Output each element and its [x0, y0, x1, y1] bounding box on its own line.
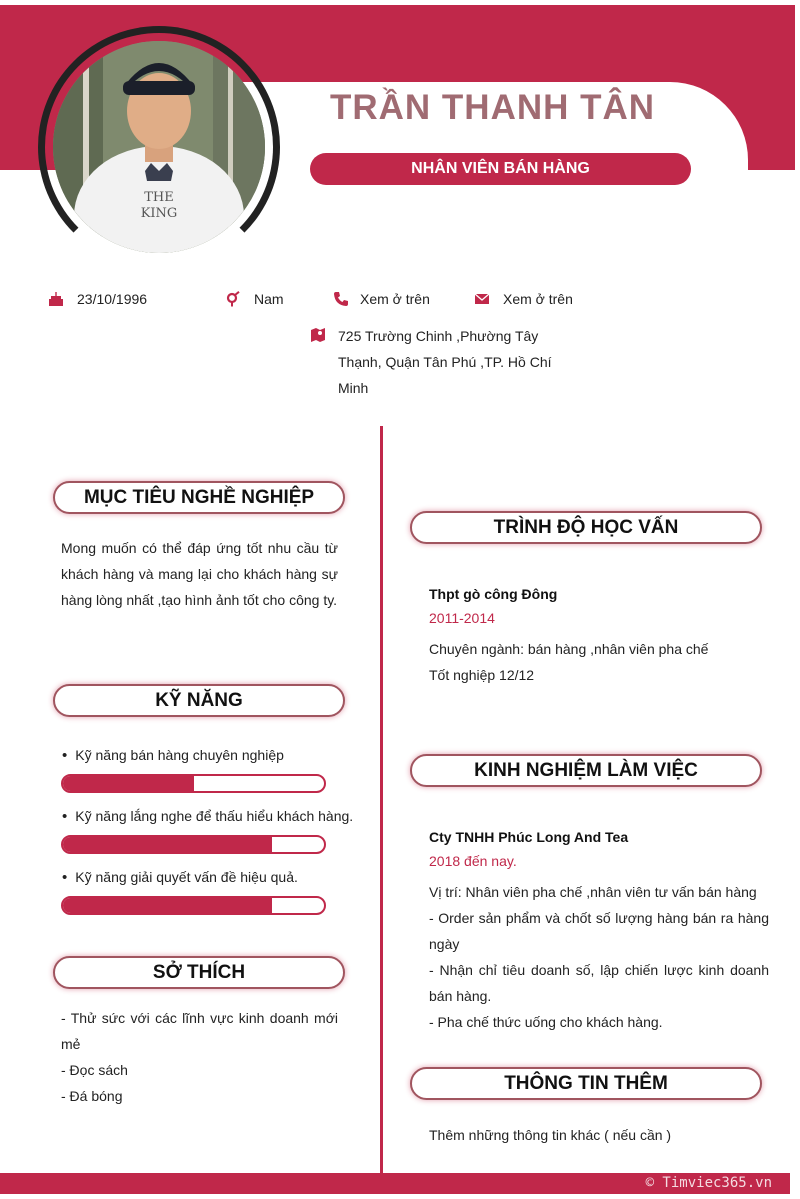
hobby-item: - Thử sức với các lĩnh vực kinh doanh mới mẻ — [61, 1010, 338, 1052]
company-name: Cty TNHH Phúc Long And Tea — [429, 829, 629, 845]
education-major: Chuyên ngành: bán hàng ,nhân viên pha chế — [429, 641, 709, 657]
phone-row — [333, 291, 430, 307]
birthday-row — [48, 291, 147, 307]
objective-text: Mong muốn có thể đáp ứng tốt nhu cầu từ khách hàng và mang lại cho khách hàng sự hàng lòng nhất ,tạo hình ảnh tốt cho công ty. — [61, 540, 338, 608]
experience-heading: KINH NGHIỆM LÀM VIỆC — [410, 754, 762, 787]
education-heading: TRÌNH ĐỘ HỌC VẤN — [410, 511, 762, 544]
skill-bar — [61, 896, 326, 915]
skill-bar — [61, 774, 326, 793]
objective-heading: MỤC TIÊU NGHỀ NGHIỆP — [53, 481, 345, 514]
skill-label: • Kỹ năng giải quyết vấn đề hiệu quả. — [62, 869, 298, 886]
phone-icon — [333, 291, 349, 307]
gender-text: Nam — [254, 291, 284, 307]
experience-line: - Pha chế thức uống cho khách hàng. — [429, 1014, 663, 1030]
gender-row — [225, 291, 284, 307]
skill-fill — [63, 898, 272, 913]
envelope-icon — [474, 291, 490, 307]
candidate-name: TRẦN THANH TÂN — [330, 88, 656, 127]
experience-line: - Nhận chỉ tiêu doanh số, lập chiến lược kinh doanh bán hàng. — [429, 962, 769, 1004]
column-divider — [380, 426, 383, 1176]
skill-fill — [63, 776, 194, 791]
experience-period: 2018 đến nay. — [429, 853, 517, 869]
hobby-item: - Đọc sách — [61, 1062, 128, 1078]
svg-text:THE: THE — [144, 190, 174, 205]
skills-heading: KỸ NĂNG — [53, 684, 345, 717]
hobbies-heading: SỞ THÍCH — [53, 956, 345, 989]
email-text: Xem ở trên — [503, 291, 573, 307]
skill-label: • Kỹ năng bán hàng chuyên nghiệp — [62, 747, 284, 764]
school-name: Thpt gò công Đông — [429, 586, 558, 602]
address-text: 725 Trường Chinh ,Phường Tây Thạnh, Quận Tân Phú ,TP. Hồ Chí Minh — [338, 328, 552, 396]
phone-text: Xem ở trên — [360, 291, 430, 307]
job-title-badge: NHÂN VIÊN BÁN HÀNG — [310, 153, 691, 185]
avatar — [53, 41, 265, 253]
experience-line: Vị trí: Nhân viên pha chế ,nhân viên tư vấn bán hàng — [429, 884, 757, 900]
extra-heading: THÔNG TIN THÊM — [410, 1067, 762, 1100]
svg-text:KING: KING — [140, 206, 178, 221]
skill-label: • Kỹ năng lắng nghe để thấu hiểu khách hàng. — [62, 808, 353, 825]
education-graduation: Tốt nghiệp 12/12 — [429, 667, 535, 683]
skill-fill — [63, 837, 272, 852]
school-period: 2011-2014 — [429, 610, 495, 626]
extra-text: Thêm những thông tin khác ( nếu cần ) — [429, 1127, 672, 1143]
map-pin-icon — [310, 327, 326, 343]
email-row — [474, 291, 573, 307]
hobby-item: - Đá bóng — [61, 1088, 123, 1104]
watermark-text: © Timviec365.vn — [645, 1175, 772, 1191]
experience-line: - Order sản phẩm và chốt số lượng hàng bán ra hàng ngày — [429, 910, 769, 952]
gender-icon — [225, 291, 241, 307]
skill-bar — [61, 835, 326, 854]
cake-icon — [48, 291, 64, 307]
birthday-text: 23/10/1996 — [77, 291, 148, 307]
